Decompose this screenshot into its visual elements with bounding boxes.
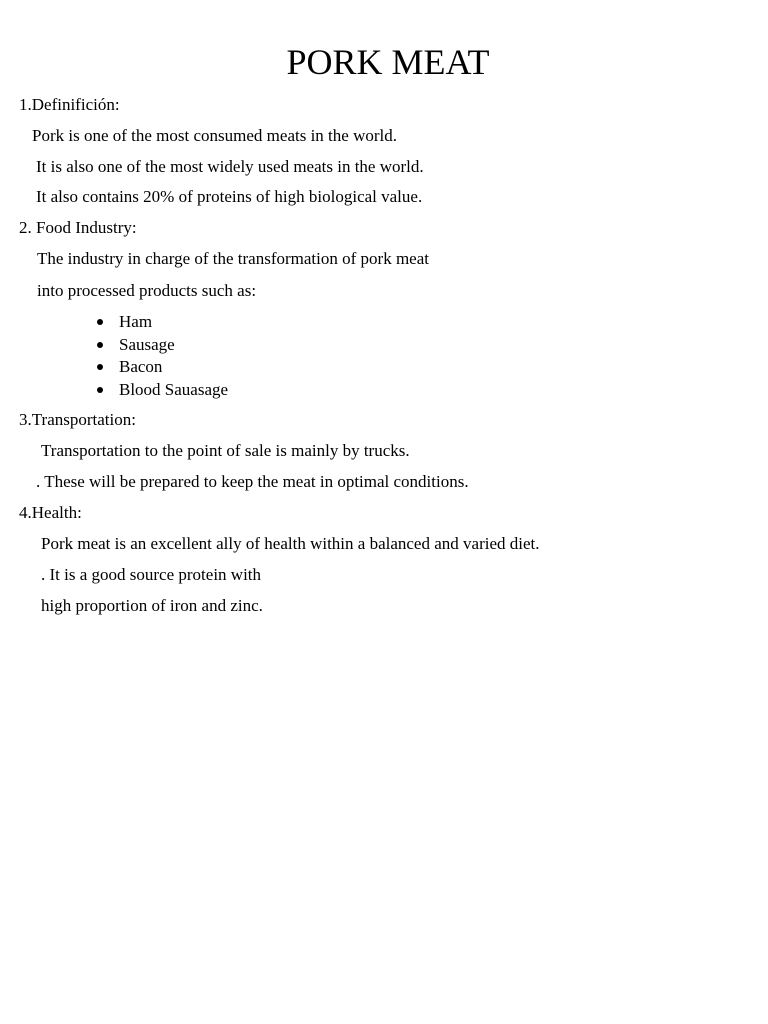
paragraph-line: It also contains 20% of proteins of high biological value. [36, 187, 423, 206]
paragraph-line: . It is a good source protein with [41, 565, 262, 584]
bullet-icon [97, 319, 103, 325]
processed-products-list [97, 311, 228, 401]
section-heading-transportation: 3.Transportation: [19, 410, 136, 429]
list-item-label: Blood Sauasage [119, 379, 229, 399]
section-heading-definition: 1.Definifición: [19, 95, 120, 114]
list-item-label: Ham [119, 312, 153, 331]
list-item [97, 334, 228, 357]
list-item [97, 311, 228, 334]
bullet-icon [97, 387, 103, 393]
document-title: PORK MEAT [286, 42, 490, 82]
paragraph-line: Pork is one of the most consumed meats in the world. [32, 126, 397, 145]
list-item [97, 379, 228, 402]
paragraph-line: It is also one of the most widely used meats in the world. [36, 157, 424, 176]
bullet-icon [97, 342, 103, 348]
paragraph-line: high proportion of iron and zinc. [41, 596, 263, 615]
paragraph-line: Pork meat is an excellent ally of health within a balanced and varied diet. [41, 534, 540, 553]
paragraph-line: The industry in charge of the transformation of pork meat [37, 249, 429, 268]
list-item [97, 356, 228, 379]
list-item-label: Bacon [119, 357, 163, 377]
list-item-label: Sausage [119, 334, 175, 354]
paragraph-line: into processed products such as: [37, 281, 257, 300]
bullet-icon [97, 364, 103, 370]
section-heading-health: 4.Health: [19, 503, 82, 522]
section-heading-food-industry: 2. Food Industry: [19, 218, 137, 237]
paragraph-line: Transportation to the point of sale is mainly by trucks. [41, 441, 410, 460]
paragraph-line: . These will be prepared to keep the meat in optimal conditions. [36, 472, 469, 491]
